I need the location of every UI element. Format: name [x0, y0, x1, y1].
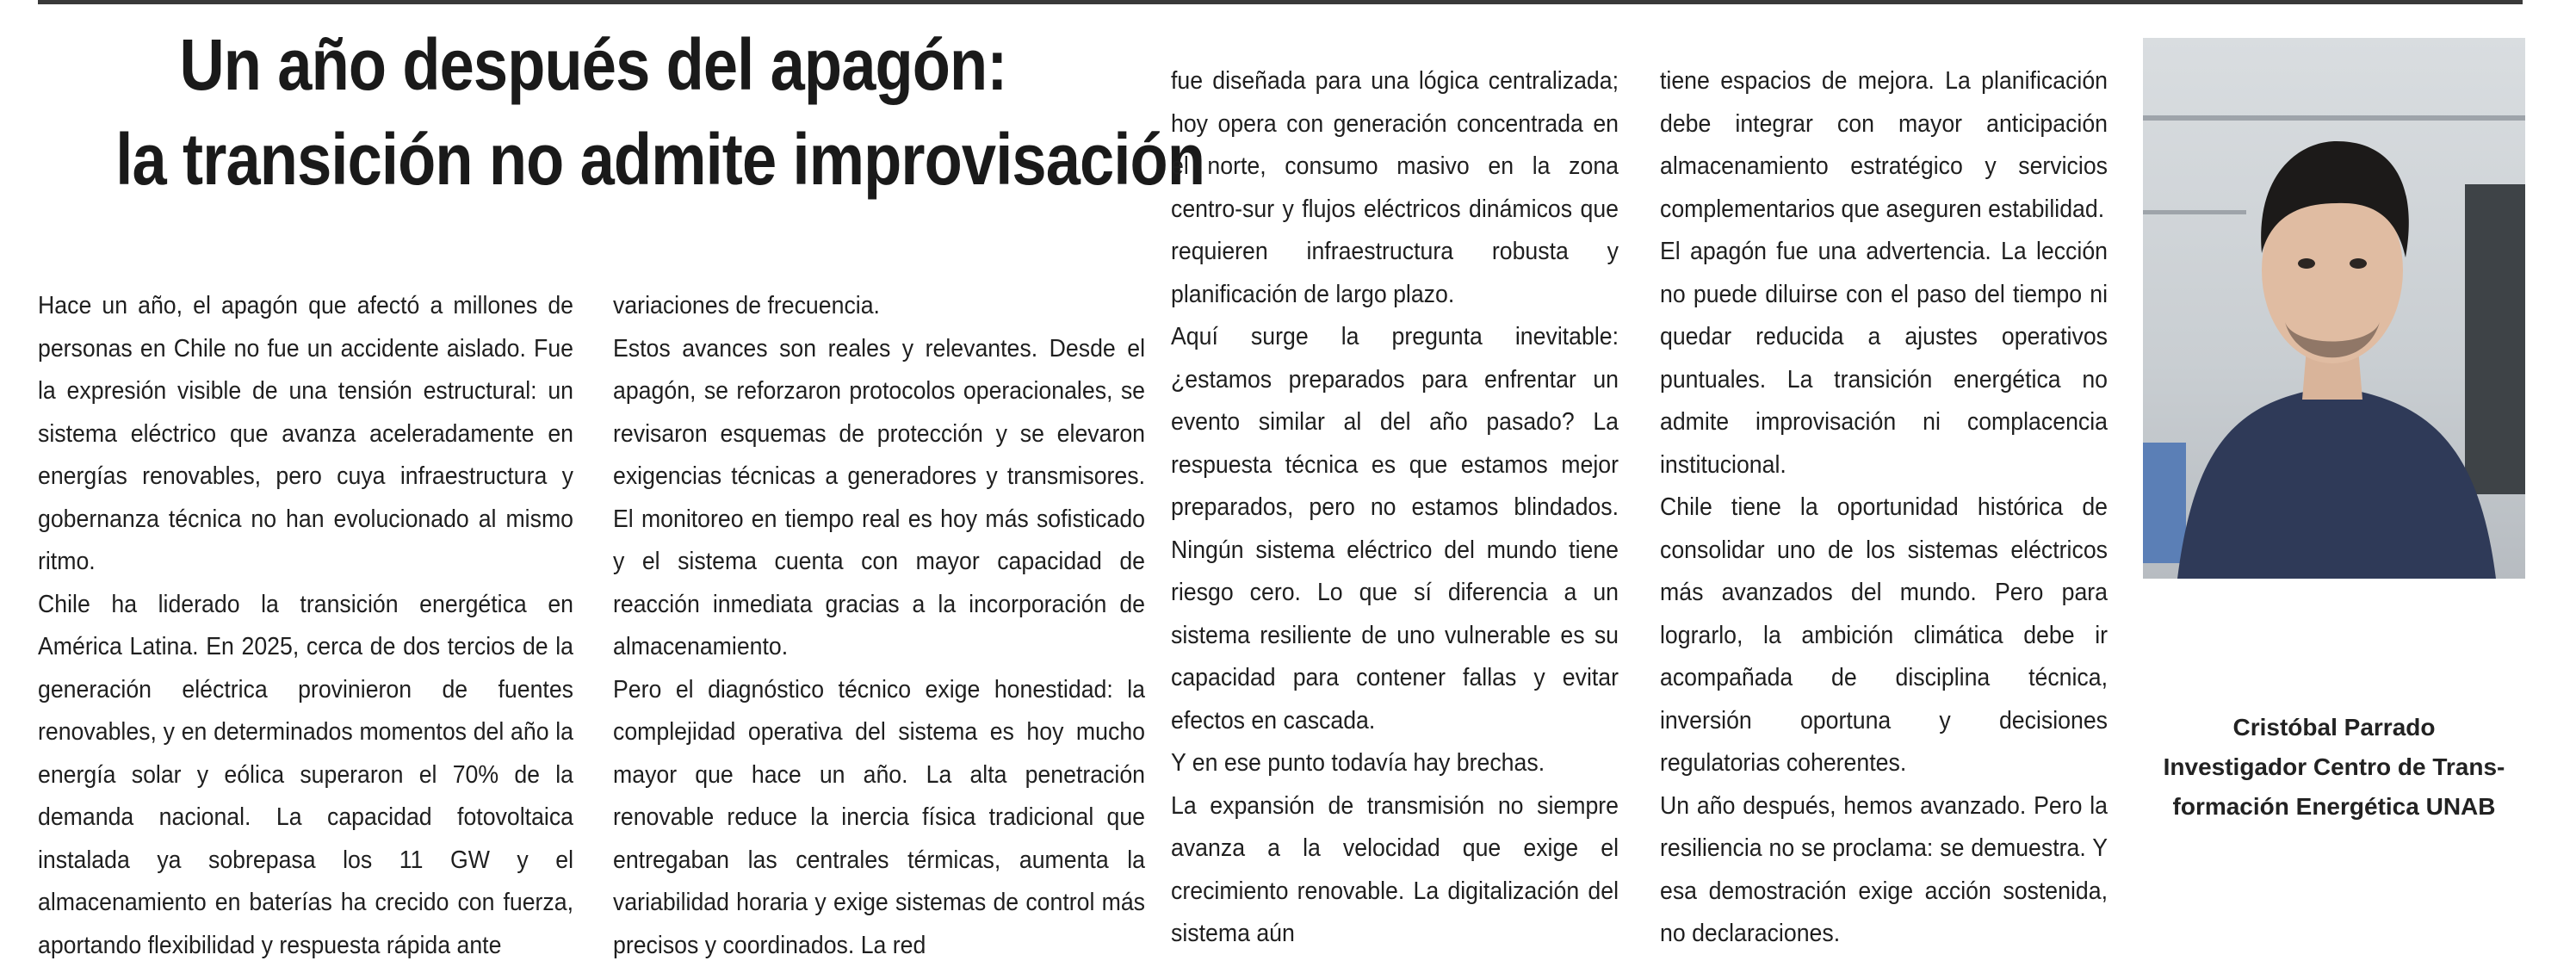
paragraph: Y en ese punto todavía hay brechas.	[1171, 742, 1619, 785]
author-name: Cristóbal Parrado	[2143, 708, 2525, 747]
paragraph: El apagón fue una advertencia. La lección no puede diluirse con el paso del tiempo ni quedar reducida a ajustes operativos puntuales. La transición energética no admite improvisación ni complacencia institucional.	[1660, 231, 2108, 487]
paragraph: Aquí surge la pregunta inevitable: ¿estamos preparados para enfrentar un evento similar al del año pasado? La respuesta técnica es que estamos mejor preparados, pero no estamos blindados. Ningún sistema eléctrico del mundo tiene riesgo cero. Lo que sí diferencia a un sistema resiliente de uno vulnerable es su capacidad para contener fallas y evitar efectos en cascada.	[1171, 316, 1619, 742]
person-silhouette-icon	[2143, 38, 2525, 579]
article-title	[38, 17, 1149, 207]
article-column-2	[613, 285, 1145, 967]
paragraph: Un año después, hemos avanzado. Pero la resiliencia no se proclama: se demuestra. Y esa demostración exige acción sostenida, no declaraciones.	[1660, 785, 2108, 956]
top-rule	[38, 0, 2523, 4]
title-line-2: la transición no admite improvisación	[115, 112, 1070, 207]
paragraph: fue diseñada para una lógica centralizada; hoy opera con generación concentrada en el norte, consumo masivo en la zona centro-sur y flujos eléctricos dinámicos que requieren infraestructura robusta y planificación de largo plazo.	[1171, 60, 1619, 316]
paragraph: Pero el diagnóstico técnico exige honestidad: la complejidad operativa del sistema es hoy mucho mayor que hace un año. La alta penetración renovable reduce la inercia física tradicional que entregaban las centrales térmicas, aumenta la variabilidad horaria y exige sistemas de control más precisos y coordinados. La red	[613, 669, 1145, 967]
paragraph: Chile ha liderado la transición energética en América Latina. En 2025, cerca de dos tercios de la generación eléctrica provinieron de fuentes renovables, y en determinados momentos del año la energía solar y eólica superaron el 70% de la demanda nacional. La capacidad fotovoltaica instalada ya sobrepasa los 11 GW y el almacenamiento en baterías ha crecido con fuerza, aportando flexibilidad y respuesta rápida ante	[38, 584, 573, 967]
author-photo	[2143, 38, 2525, 579]
paragraph: Chile tiene la oportunidad histórica de consolidar uno de los sistemas eléctricos más avanzados del mundo. Pero para lograrlo, la ambición climática debe ir acompañada de disciplina técnica, inversión oportuna y decisiones regulatorias coherentes.	[1660, 487, 2108, 785]
paragraph: La expansión de transmisión no siempre avanza a la velocidad que exige el crecimiento renovable. La digitalización del sistema aún	[1171, 785, 1619, 956]
paragraph: tiene espacios de mejora. La planificación debe integrar con mayor anticipación almacenamiento estratégico y servicios complementarios que aseguren estabilidad.	[1660, 60, 2108, 231]
article-column-4	[1660, 60, 2108, 956]
paragraph: Estos avances son reales y relevantes. Desde el apagón, se reforzaron protocolos operacionales, se revisaron esquemas de protección y se elevaron exigencias técnicas a generadores y transmisores. El monitoreo en tiempo real es hoy más sofisticado y el sistema cuenta con mayor capacidad de reacción inmediata gracias a la incorporación de almacenamiento.	[613, 328, 1145, 669]
paragraph: variaciones de frecuencia.	[613, 285, 1145, 328]
author-caption	[2143, 708, 2525, 827]
author-role-line-1: Investigador Centro de Trans-	[2143, 747, 2525, 787]
article-column-3	[1171, 60, 1619, 956]
paragraph: Hace un año, el apagón que afectó a millones de personas en Chile no fue un accidente aislado. Fue la expresión visible de una tensión estructural: un sistema eléctrico que avanza aceleradamente en energías renovables, pero cuya infraestructura y gobernanza técnica no han evolucionado al mismo ritmo.	[38, 285, 573, 584]
article-column-1	[38, 285, 573, 967]
title-line-1: Un año después del apagón:	[115, 17, 1070, 112]
author-role-line-2: formación Energética UNAB	[2143, 787, 2525, 827]
